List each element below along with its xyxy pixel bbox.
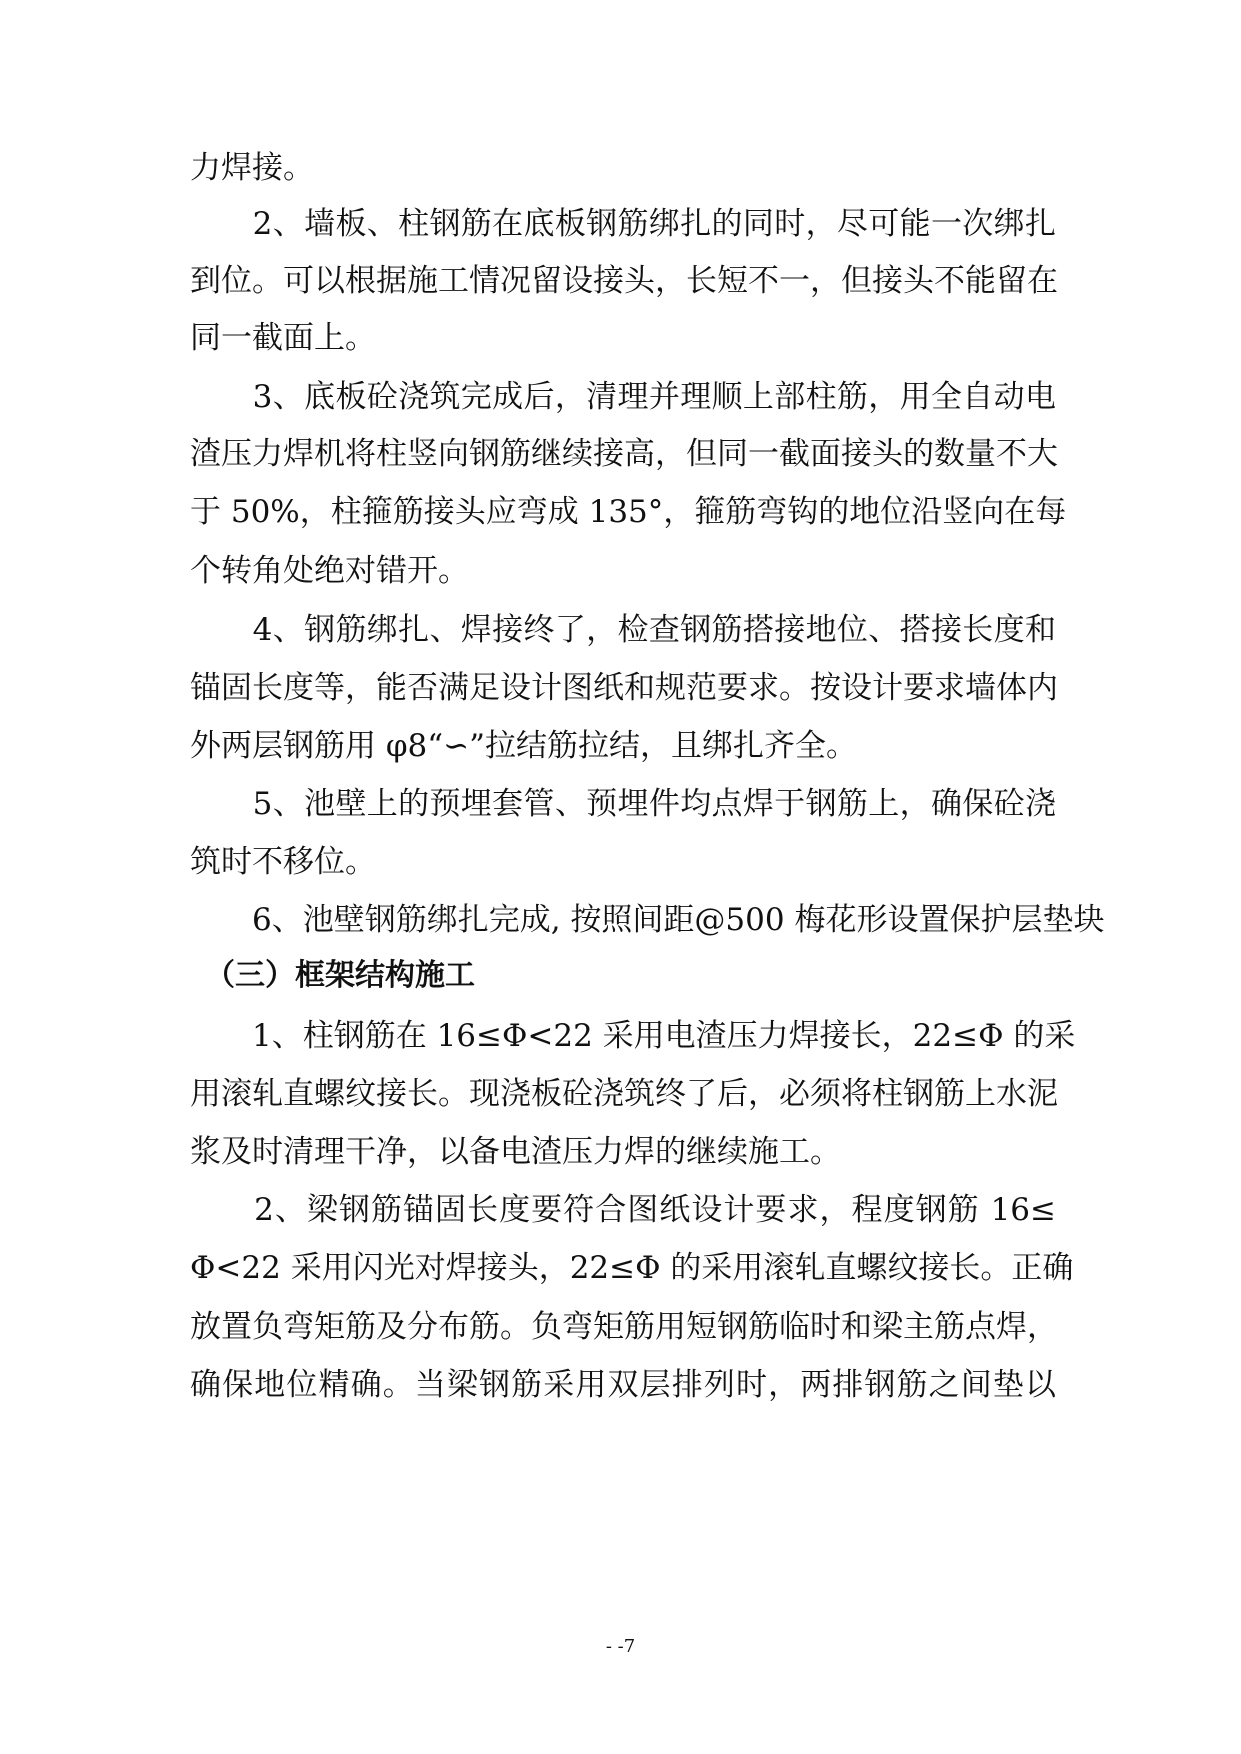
text-line-1: 力焊接。 [190,150,314,186]
text-line-2: 2、墙板、柱钢筋在底板钢筋绑扎的同时，尽可能一次绑扎 [190,206,1056,242]
text-line-4: 同一截面上。 [190,320,376,356]
text-line-9: 4、钢筋绑扎、焊接终了，检查钢筋搭接地位、搭接长度和 [190,612,1056,648]
text-line-12: 5、池壁上的预埋套管、预埋件均点焊于钢筋上，确保砼浇 [190,786,1056,822]
text-line-17: 用滚轧直螺纹接长。现浇板砼浇筑终了后，必须将柱钢筋上水泥 [190,1076,1058,1112]
text-line-11: 外两层钢筋用 φ8“∽”拉结筋拉结，且绑扎齐全。 [190,728,857,764]
section-heading: （三）框架结构施工 [190,958,475,993]
text-line-19: 2、梁钢筋锚固长度要符合图纸设计要求，程度钢筋 16≤ [190,1192,1056,1228]
text-line-6: 渣压力焊机将柱竖向钢筋继续接高，但同一截面接头的数量不大 [190,436,1058,472]
text-line-16: 1、柱钢筋在 16≤Φ<22 采用电渣压力焊接长，22≤Φ 的采 [190,1018,1076,1054]
text-line-3: 到位。可以根据施工情况留设接头，长短不一，但接头不能留在 [190,263,1058,299]
text-line-18: 浆及时清理干净，以备电渣压力焊的继续施工。 [190,1134,841,1170]
text-line-22: 确保地位精确。当梁钢筋采用双层排列时，两排钢筋之间垫以 [190,1367,1056,1403]
text-line-7: 于 50%，柱箍筋接头应弯成 135°，箍筋弯钩的地位沿竖向在每 [190,494,1067,530]
text-line-21: 放置负弯矩筋及分布筋。负弯矩筋用短钢筋临时和梁主筋点焊， [190,1309,1058,1345]
text-line-5: 3、底板砼浇筑完成后，清理并理顺上部柱筋，用全自动电 [190,379,1056,415]
text-line-13: 筑时不移位。 [190,844,376,880]
text-line-8: 个转角处绝对错开。 [190,553,469,589]
text-line-10: 锚固长度等，能否满足设计图纸和规范要求。按设计要求墙体内 [190,670,1058,706]
text-line-20: Φ<22 采用闪光对焊接头，22≤Φ 的采用滚轧直螺纹接长。正确 [190,1250,1074,1286]
page-number: - -7 [605,1636,636,1657]
text-line-14: 6、池壁钢筋绑扎完成, 按照间距@500 梅花形设置保护层垫块 [190,902,1105,938]
